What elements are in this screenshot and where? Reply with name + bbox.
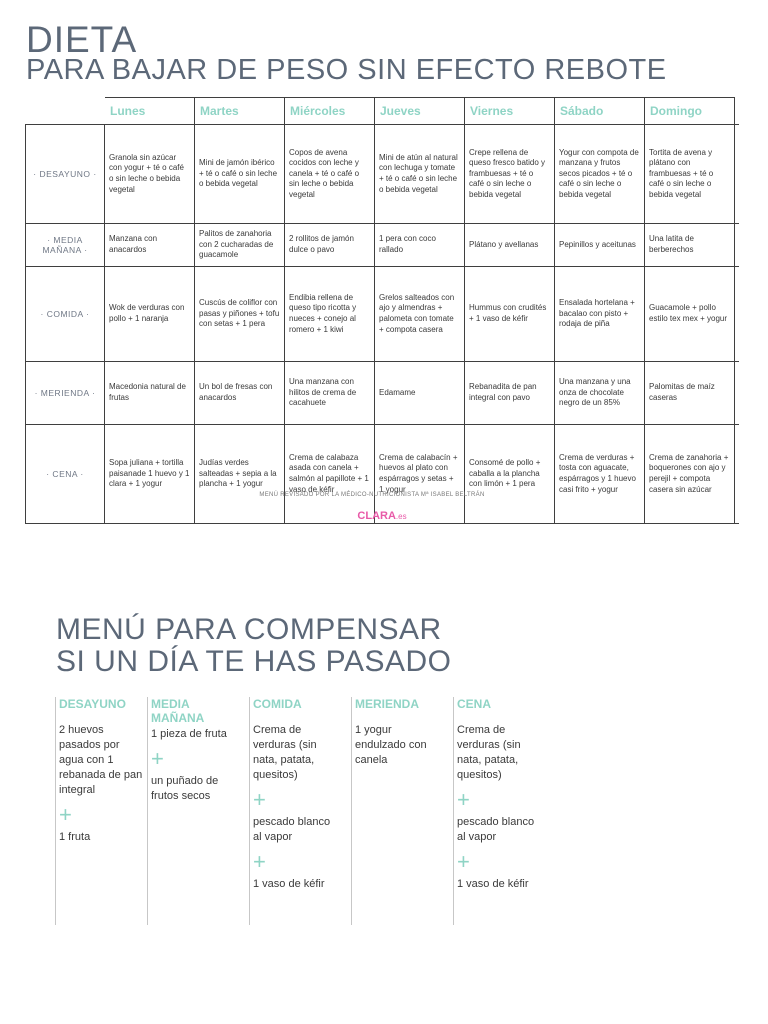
menu-cell: Mini de jamón ibérico + té o café o sin leche o bebida vegetal — [195, 125, 285, 223]
meal-entry: 2 huevos pasados por agua con 1 rebanada de pan integral — [59, 724, 143, 796]
menu-cell: Crema de verduras + tosta con aguacate, espárragos y 1 huevo casi frito + yogur — [555, 425, 645, 523]
menu-cell: Crema de zanahoria + boquerones con ajo y perejil + compota casera sin azúcar — [645, 425, 735, 523]
menu-cell: Edamame — [375, 362, 465, 424]
column-heading: COMIDA — [253, 697, 302, 711]
menu-cell: Sopa juliana + tortilla paisanade 1 huevo y 1 clara + 1 yogur — [105, 425, 195, 523]
page-subtitle: PARA BAJAR DE PESO SIN EFECTO REBOTE — [26, 54, 667, 86]
menu-cell: Crema de calabaza asada con canela + salmón al papillote + 1 vaso de kéfir — [285, 425, 375, 523]
plus-icon: + — [59, 802, 72, 827]
menu-cell: Hummus con crudités + 1 vaso de kéfir — [465, 267, 555, 361]
meal-entry: pescado blanco al vapor — [253, 816, 331, 843]
meal-column-comida — [249, 697, 341, 925]
menu-cell: Endibia rellena de queso tipo ricotta y nueces + conejo al romero + 1 kiwi — [285, 267, 375, 361]
plus-icon: + — [457, 849, 470, 874]
menu-cell: Macedonia natural de frutas — [105, 362, 195, 424]
section-title-line1: MENÚ PARA COMPENSAR — [56, 613, 442, 646]
menu-cell: Palitos de zanahoria con 2 cucharadas de guacamole — [195, 224, 285, 266]
brand-name: CLARA — [357, 510, 396, 522]
day-header: Sábado — [555, 97, 645, 124]
meal-entry: 1 yogur endulzado con canela — [355, 724, 427, 766]
day-header: Lunes — [105, 97, 195, 124]
menu-cell: Wok de verduras con pollo + 1 naranja — [105, 267, 195, 361]
menu-cell: Cuscús de coliflor con pasas y piñones + tofu con setas + 1 pera — [195, 267, 285, 361]
table-row — [25, 267, 739, 362]
section-title-line2: SI UN DÍA TE HAS PASADO — [56, 645, 452, 678]
plus-icon: + — [253, 849, 266, 874]
menu-cell: Judías verdes salteadas + sepia a la plancha + 1 yogur — [195, 425, 285, 523]
column-heading: MERIENDA — [355, 697, 420, 711]
meal-column-merienda — [351, 697, 443, 925]
day-header: Domingo — [645, 97, 735, 124]
menu-cell: Yogur con compota de manzana y frutos secos picados + té o café o sin leche o bebida vegetal — [555, 125, 645, 223]
menu-cell: Manzana con anacardos — [105, 224, 195, 266]
menu-cell: Una manzana con hilitos de crema de cacahuete — [285, 362, 375, 424]
menu-cell: Grelos salteados con ajo y almendras + palometa con tomate + compota casera — [375, 267, 465, 361]
column-heading: CENA — [457, 697, 492, 711]
menu-cell: Pepinillos y aceitunas — [555, 224, 645, 266]
day-header: Martes — [195, 97, 285, 124]
menu-cell: Guacamole + pollo estilo tex mex + yogur — [645, 267, 735, 361]
day-header: Viernes — [465, 97, 555, 124]
table-row — [25, 224, 739, 267]
plus-icon: + — [151, 746, 164, 771]
page-title: DIETA — [26, 19, 138, 60]
plus-icon: + — [457, 787, 470, 812]
brand-suffix: .es — [395, 512, 407, 521]
meal-label: · DESAYUNO · — [25, 125, 105, 223]
meal-label: · CENA · — [25, 425, 105, 523]
column-heading: DESAYUNO — [59, 697, 126, 711]
meal-entry: 1 vaso de kéfir — [457, 878, 529, 890]
column-heading: MEDIA MAÑANA — [151, 697, 205, 725]
brand-logo — [0, 510, 764, 522]
section-title — [56, 614, 452, 678]
menu-cell: Plátano y avellanas — [465, 224, 555, 266]
day-header: Miércoles — [285, 97, 375, 124]
menu-cell: Un bol de fresas con anacardos — [195, 362, 285, 424]
menu-cell: Crepe rellena de queso fresco batido y frambuesas + té o café o sin leche o bebida vegetal — [465, 125, 555, 223]
menu-cell: Palomitas de maíz caseras — [645, 362, 735, 424]
credit-note: MENÚ REVISADO POR LA MÉDICO-NUTRICIONISTA Mª ISABEL BELTRÁN — [259, 492, 485, 498]
menu-cell: 1 pera con coco rallado — [375, 224, 465, 266]
menu-cell: Rebanadita de pan integral con pavo — [465, 362, 555, 424]
meal-entry: 1 pieza de fruta — [151, 728, 227, 740]
menu-cell: Tortita de avena y plátano con frambuesas + té o café o sin leche o bebida vegetal — [645, 125, 735, 223]
menu-cell: Consomé de pollo + caballa a la plancha con limón + 1 pera — [465, 425, 555, 523]
meal-entry: pescado blanco al vapor — [457, 816, 535, 843]
table-header-row — [25, 97, 739, 124]
menu-cell: Crema de calabacín + huevos al plato con espárragos y setas + 1 yogur — [375, 425, 465, 523]
meal-entry: un puñado de frutos secos — [151, 775, 219, 802]
meal-entry: 1 fruta — [59, 831, 91, 843]
plus-icon: + — [253, 787, 266, 812]
menu-cell: Una manzana y una onza de chocolate negro de un 85% — [555, 362, 645, 424]
meal-column-cena — [453, 697, 545, 925]
menu-cell: Copos de avena cocidos con leche y canela + té o café o sin leche o bebida vegetal — [285, 125, 375, 223]
menu-cell: 2 rollitos de jamón dulce o pavo — [285, 224, 375, 266]
table-row — [25, 362, 739, 425]
meal-column-desayuno — [55, 697, 147, 925]
table-corner — [25, 97, 105, 124]
meal-column-media-manana — [147, 697, 239, 925]
meal-label: · MERIENDA · — [25, 362, 105, 424]
table-row — [25, 124, 739, 224]
meal-entry: 1 vaso de kéfir — [253, 878, 325, 890]
menu-cell: Granola sin azúcar con yogur + té o café o sin leche o bebida vegetal — [105, 125, 195, 223]
menu-cell: Una latita de berberechos — [645, 224, 735, 266]
meal-entry: Crema de verduras (sin nata, patata, quesitos) — [253, 724, 317, 781]
meal-label: · COMIDA · — [25, 267, 105, 361]
menu-cell: Ensalada hortelana + bacalao con pisto + rodaja de piña — [555, 267, 645, 361]
day-header: Jueves — [375, 97, 465, 124]
menu-cell: Mini de atún al natural con lechuga y tomate + té o café o sin leche o bebida vegetal — [375, 125, 465, 223]
meal-label: · MEDIA MAÑANA · — [25, 224, 105, 266]
weekly-menu-table — [25, 97, 739, 524]
meal-entry: Crema de verduras (sin nata, patata, quesitos) — [457, 724, 521, 781]
